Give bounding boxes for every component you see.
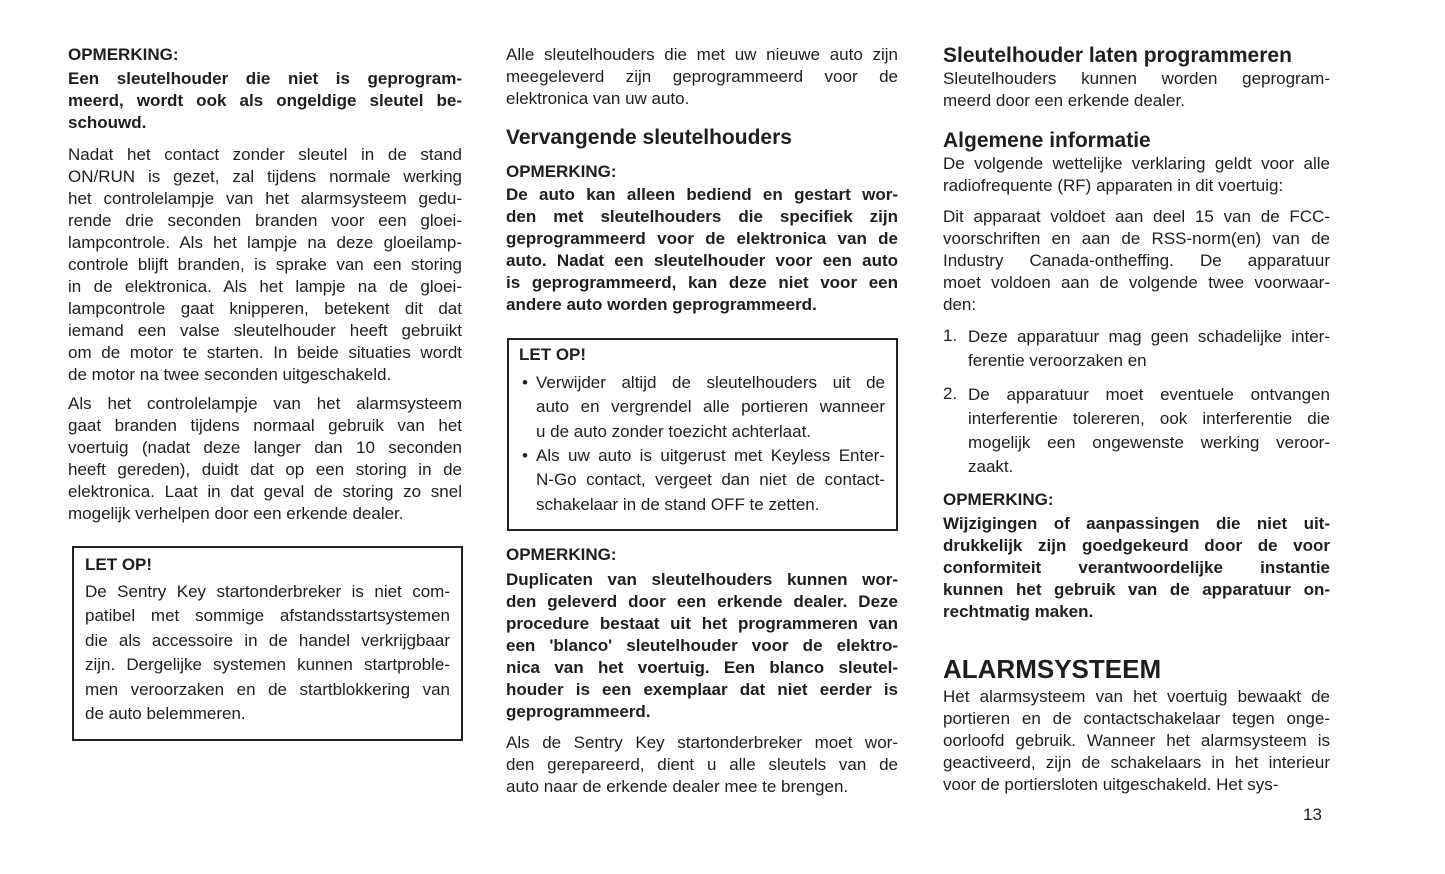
text-line: De apparatuur moet eventuele ontvangen — [968, 385, 1330, 404]
list-item — [968, 325, 1330, 373]
text-line: Het alarmsysteem van het voertuig bewaakt de — [943, 687, 1330, 706]
text-line: voor de portiersloten uitgeschakeld. Het sys- — [943, 775, 1279, 794]
text-line: een 'blanco' sleutelhouder voor de elektro- — [506, 636, 898, 655]
text-line: den gerepareerd, dient u alle sleutels van de — [506, 755, 898, 774]
text-line: kunnen het gebruik van de apparatuur on- — [943, 580, 1330, 599]
text-line: auto en vergrendel alle portieren wanneer — [536, 397, 885, 417]
text-line: meegeleverd zijn geprogrammeerd voor de — [506, 67, 898, 86]
text-line: den geleverd door een erkende dealer. Deze — [506, 592, 898, 611]
text-line: auto naar de erkende dealer mee te brengen. — [506, 777, 849, 796]
paragraph — [68, 144, 462, 386]
text-line: meerd door een erkende dealer. — [943, 91, 1185, 110]
text-line: om de motor te starten. In beide situaties wordt — [68, 343, 462, 362]
text-line: moet voldoen aan de volgende twee voorwaar- — [943, 273, 1330, 292]
section-heading: Sleutelhouder laten programmeren — [943, 44, 1292, 67]
note-label: OPMERKING: — [68, 45, 179, 64]
paragraph — [943, 206, 1330, 316]
text-line: oorloofd gebruik. Wanneer het alarmsysteem is — [943, 731, 1330, 750]
page-number: 13 — [1303, 805, 1322, 824]
text-line: andere auto worden geprogrammeerd. — [506, 295, 817, 314]
text-line: die als accessoire in de handel verkrijgbaar — [85, 630, 450, 650]
text-line: Duplicaten van sleutelhouders kunnen wor- — [506, 570, 898, 589]
text-line: conformiteit verantwoordelijke instantie — [943, 558, 1330, 577]
note-text — [506, 184, 898, 316]
text-line: geactiveerd, zijn de schakelaars in het interieur — [943, 753, 1330, 772]
text-line: patibel met sommige afstandsstartsystemen — [85, 606, 450, 626]
text-line: Deze apparatuur mag geen schadelijke inter- — [968, 327, 1330, 346]
text-line: elektronica. Laat in dat geval de storing zo snel — [68, 482, 462, 501]
list-number: 2. — [943, 384, 958, 403]
warning-bullet: • Als uw auto is uitgerust met Keyless Enter- N-Go contact, vergeet dan niet de contact- schakelaar in de stand OFF te zetten. — [536, 444, 885, 517]
text-line: portieren en de contactschakelaar tegen onge- — [943, 709, 1330, 728]
note-label: OPMERKING: — [506, 162, 617, 181]
paragraph — [506, 732, 898, 798]
text-line: mogelijk een ongewenste werking veroor- — [968, 433, 1330, 452]
note-text — [68, 68, 462, 134]
text-line: u de auto zonder toezicht achterlaat. — [536, 421, 812, 441]
text-line: voertuig (nadat deze langer dan 10 seconden — [68, 438, 462, 457]
paragraph — [943, 153, 1330, 197]
text-line: geprogrammeerd voor de elektronica van de — [506, 229, 898, 248]
text-line: De auto kan alleen bediend en gestart wor- — [506, 185, 898, 204]
text-line: Wijzigingen of aanpassingen die niet uit- — [943, 514, 1330, 533]
chapter-heading: ALARMSYSTEEM — [943, 654, 1162, 684]
paragraph — [506, 44, 898, 110]
text-line: Als de Sentry Key startonderbreker moet wor- — [506, 733, 898, 752]
text-line: elektronica van uw auto. — [506, 89, 690, 108]
text-line: mogelijk verhelpen door een erkende dealer. — [68, 504, 404, 523]
text-line: Sleutelhouders kunnen worden geprogram- — [943, 69, 1330, 88]
warning-bullet: • Verwijder altijd de sleutelhouders uit de auto en vergrendel alle portieren wanneer u de auto zonder toezicht achterlaat. — [536, 371, 885, 444]
text-line: rende drie seconden branden voor een gloei- — [68, 211, 462, 230]
text-line: zijn. Dergelijke systemen kunnen startproble- — [85, 655, 450, 675]
text-line: drukkelijk zijn goedgekeurd door de voor — [943, 536, 1330, 555]
text-line: Een sleutelhouder die niet is geprogram- — [68, 69, 462, 88]
text-line: de motor na twee seconden uitgeschakeld. — [68, 365, 392, 384]
section-heading: Algemene informatie — [943, 129, 1151, 152]
text-line: den: — [943, 295, 977, 314]
text-line: Alle sleutelhouders die met uw nieuwe auto zijn — [506, 45, 898, 64]
text-line: procedure bestaat uit het programmeren van — [506, 614, 898, 633]
text-line: schouwd. — [68, 113, 147, 132]
text-line: den met sleutelhouders die specifiek zijn — [506, 207, 898, 226]
paragraph — [943, 686, 1330, 796]
text-line: geprogrammeerd. — [506, 702, 651, 721]
text-line: controle blijft branden, is sprake van een storing — [68, 255, 462, 274]
list-item — [968, 383, 1330, 479]
text-line: radiofrequente (RF) apparaten in dit voertuig: — [943, 176, 1284, 195]
note-label: OPMERKING: — [506, 545, 617, 564]
section-heading: Vervangende sleutelhouders — [506, 126, 792, 149]
text-line: iemand een valse sleutelhouder heeft gebruikt — [68, 321, 462, 340]
text-line: in de elektronica. Als het lampje na de gloei- — [68, 277, 462, 296]
warning-title: LET OP! — [85, 555, 153, 574]
text-line: lampcontrole. Als het lampje na deze gloeilamp- — [68, 233, 462, 252]
text-line: De Sentry Key startonderbreker is niet com- — [85, 582, 450, 601]
text-line: lampcontrole gaat knipperen, betekent dit dat — [68, 299, 462, 318]
text-line: voorschriften en aan de RSS-norm(en) van de — [943, 229, 1330, 248]
text-line: ON/RUN is gezet, zal tijdens normale werking — [68, 167, 462, 186]
text-line: auto. Nadat een sleutelhouder voor een auto — [506, 251, 898, 270]
text-line: Verwijder altijd de sleutelhouders uit de — [536, 373, 885, 392]
text-line: Nadat het contact zonder sleutel in de stand — [68, 145, 462, 164]
text-line: schakelaar in de stand OFF te zetten. — [536, 494, 820, 514]
text-line: de auto belemmeren. — [85, 703, 246, 723]
text-line: men veroorzaken en de startblokkering van — [85, 679, 450, 699]
text-line: rechtmatig maken. — [943, 602, 1094, 621]
warning-text — [85, 580, 450, 726]
text-line: nica van het voertuig. Een blanco sleutel- — [506, 658, 898, 677]
text-line: meerd, wordt ook als ongeldige sleutel be- — [68, 91, 462, 110]
paragraph — [68, 393, 462, 525]
warning-title: LET OP! — [519, 345, 587, 364]
text-line: is geprogrammeerd, kan deze niet voor een — [506, 273, 898, 292]
text-line: De volgende wettelijke verklaring geldt voor alle — [943, 154, 1330, 173]
text-line: Als het controlelampje van het alarmsysteem — [68, 394, 462, 413]
text-line: heeft gereden), duidt dat op een storing in de — [68, 460, 462, 479]
text-line: houder is een exemplaar dat niet eerder is — [506, 680, 898, 699]
note-text — [506, 569, 898, 723]
text-line: Industry Canada-ontheffing. De apparatuur — [943, 251, 1330, 270]
text-line: Als uw auto is uitgerust met Keyless Enter- — [536, 446, 885, 465]
text-line: interferentie tolereren, ook interferentie die — [968, 409, 1330, 428]
note-label: OPMERKING: — [943, 490, 1054, 509]
note-text — [943, 513, 1330, 623]
text-line: Dit apparaat voldoet aan deel 15 van de FCC- — [943, 207, 1330, 226]
paragraph — [943, 68, 1330, 112]
text-line: zaakt. — [968, 457, 1014, 476]
text-line: ferentie veroorzaken en — [968, 351, 1147, 370]
list-number: 1. — [943, 326, 958, 345]
text-line: het controlelampje van het alarmsysteem gedu- — [68, 189, 462, 208]
text-line: N-Go contact, vergeet dan niet de contact- — [536, 470, 885, 490]
text-line: gaat branden tijdens normaal gebruik van het — [68, 416, 462, 435]
